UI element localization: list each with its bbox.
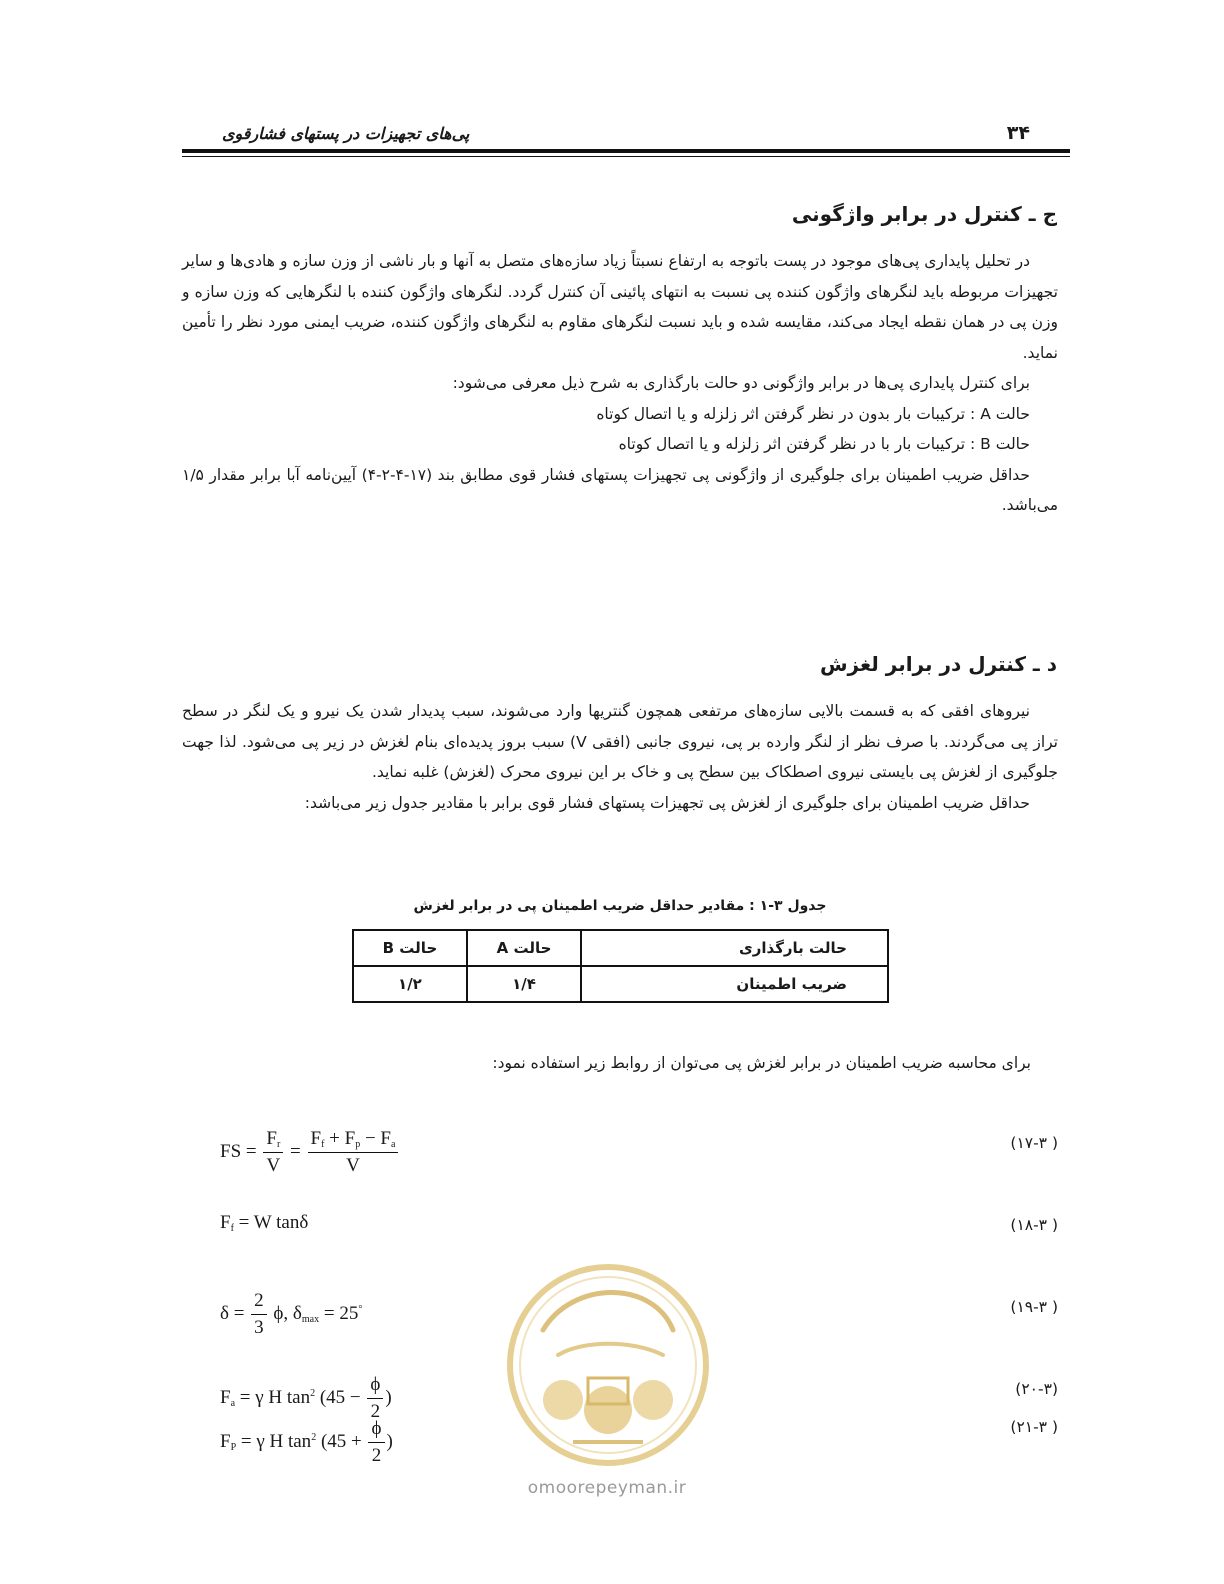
eq19-phi-delta: ϕ, δ [273,1302,302,1324]
table-cell: ۱/۴ [467,966,581,1002]
eq17-f2-sub-p: p [355,1139,361,1150]
equation-17-number: ( ۱۷-۳) [1010,1134,1058,1152]
equation-20 [220,1374,392,1423]
eq19-den: 3 [254,1317,264,1338]
eq20-fraction [367,1374,383,1423]
section-c-paragraph-1: در تحلیل پایداری پی‌های موجود در پست باتوجه به ارتفاع نسبتاً زیاد سازه‌های متصل به آنها و بار ناشی از وزن سازه و هادی‌ها و سایر تجهیزات مربوطه باید لنگرهای واژگون کننده پی نسبت به انتهای پائینی آن کنترل گردد. لنگرهای واژگون کننده با لنگرهایی که وزن سازه و وزن پی در همان نقطه ایجاد می‌کند، مقایسه شده و باید نسبت لنگرهای مقاوم به لنگرهای واژگون کننده، ضریب ایمنی مورد نظر را تأمین نماید. [182,252,1058,362]
eq21-sup: 2 [311,1431,317,1443]
section-d-paragraph-1: نیروهای افقی که به قسمت بالایی سازه‌های مرتفعی همچون گنتریها وارد می‌شوند، سبب پدیدار شدن یک نیرو و یک لنگر در سطح تراز پی می‌گردند. با صرف نظر از لنگر وارده بر پی، نیروی جانبی (افقی V) سبب بروز پدیده‌ای بنام لغزش در زیر پی می‌شود. لذا جهت جلوگیری از لغزش پی بایستی نیروی اصطکاک بین سطح پی و خاک بر این نیروی محرک (لغزش) غلبه نماید. [182,702,1058,781]
table-caption: جدول ۳-۱ : مقادیر حداقل ضریب اطمینان پی در برابر لغزش [413,898,827,914]
eq19-lhs: δ = [220,1302,245,1324]
table-header-row [353,930,888,966]
eq17-fraction-2 [308,1128,399,1177]
equation-21 [220,1418,393,1467]
section-c-body [182,246,1058,521]
eq17-f1-num-sub: r [276,1139,281,1150]
eq20-den: 2 [370,1401,381,1422]
equation-21-number: ( ۲۱-۳) [1010,1418,1058,1436]
equations-intro: برای محاسبه ضریب اطمینان در برابر لغزش پی می‌توان از روابط زیر استفاده نمود: [492,1054,1031,1072]
eq17-f2-term-a: − F [364,1128,392,1149]
section-c-heading: ج ـ کنترل در برابر واژگونی [791,202,1057,226]
equation-18 [220,1212,308,1234]
equation-19-number: ( ۱۹-۳) [1010,1298,1058,1316]
eq17-f1-num: F [266,1128,277,1149]
eq20-lhs-sub: a [230,1397,236,1409]
eq21-mid: = γ H tan [240,1430,312,1452]
eq17-f2-den: V [346,1155,360,1176]
eq17-f2-term-f: F [310,1128,322,1149]
section-c-paragraph-2: برای کنترل پایداری پی‌ها در برابر واژگونی دو حالت بارگذاری به شرح ذیل معرفی می‌شود: [452,374,1030,392]
watermark-logo [503,1260,713,1480]
eq21-arg: (45 + [320,1430,362,1452]
equation-18-number: ( ۱۸-۳) [1010,1216,1058,1234]
section-c-case-a: حالت A : ترکیبات بار بدون در نظر گرفتن اثر زلزله و یا اتصال کوتاه [596,404,1030,423]
eq17-f1-den: V [266,1155,281,1176]
eq21-fraction [368,1418,384,1467]
page-header [182,118,1070,158]
equation-19 [220,1290,362,1339]
table-row [353,966,888,1002]
header-rule-thin [182,156,1070,157]
eq17-f2-sub-a: a [391,1139,396,1150]
eq20-sup: 2 [310,1387,316,1399]
eq19-num: 2 [251,1290,267,1315]
eq17-lhs: FS = [220,1140,257,1162]
section-c-paragraph-3: حداقل ضریب اطمینان برای جلوگیری از واژگونی پی تجهیزات پستهای فشار قوی مطابق بند (۱۷-۴-۲-۴) آیین‌نامه آبا برابر مقدار ۱/۵ می‌باشد. [182,465,1058,514]
page-number: ۳۴ [1006,122,1030,144]
eq21-lhs-sub: P [230,1441,237,1453]
eq20-num: ϕ [367,1374,383,1399]
eq18-rhs: = W tanδ [238,1212,309,1233]
eq21-close: ) [386,1430,393,1452]
equation-17: FS = $\frac{F_r}{V}$ = $\frac{F_f + F_p - F_a}{V}$ [220,1128,400,1177]
eq18-lhs-sub: f [230,1223,234,1234]
eq19-fraction [251,1290,267,1339]
eq17-f2-sub-f: f [321,1139,325,1150]
eq18-lhs: F [220,1212,231,1233]
eq20-arg: (45 − [319,1386,361,1408]
eq17-f2-term-p: + F [329,1128,356,1149]
equation-20-number: (۲۰-۳) [1015,1380,1058,1398]
safety-factor-table [352,929,889,1003]
header-rule-thick [182,149,1070,153]
eq20-lhs: F [220,1386,231,1408]
table-header-cell: حالت B [353,930,467,966]
eq21-lhs: F [220,1430,231,1452]
eq19-degree: ° [358,1303,363,1315]
eq21-den: 2 [371,1445,382,1466]
running-title: پی‌های تجهیزات در پستهای فشارقوی [222,124,470,143]
table-cell: ۱/۲ [353,966,467,1002]
eq19-max-sub: max [301,1313,320,1325]
eq19-value: = 25 [323,1302,359,1324]
eq20-close: ) [385,1386,392,1408]
table-header-cell: حالت بارگذاری [581,930,888,966]
eq17-fraction-1 [263,1128,283,1177]
section-d-body [182,696,1058,818]
section-d-paragraph-2: حداقل ضریب اطمینان برای جلوگیری از لغزش پی تجهیزات پستهای فشار قوی برابر با مقادیر جدول زیر می‌باشد: [304,793,1030,812]
watermark-url: omoorepeyman.ir [527,1478,687,1498]
section-d-heading: د ـ کنترل در برابر لغزش [819,652,1057,676]
table-header-cell: حالت A [467,930,581,966]
eq21-num: ϕ [368,1418,384,1443]
section-c-case-b: حالت B : ترکیبات بار با در نظر گرفتن اثر زلزله و یا اتصال کوتاه [618,435,1030,453]
eq20-mid: = γ H tan [239,1386,311,1408]
table-cell: ضریب اطمینان [581,966,888,1002]
